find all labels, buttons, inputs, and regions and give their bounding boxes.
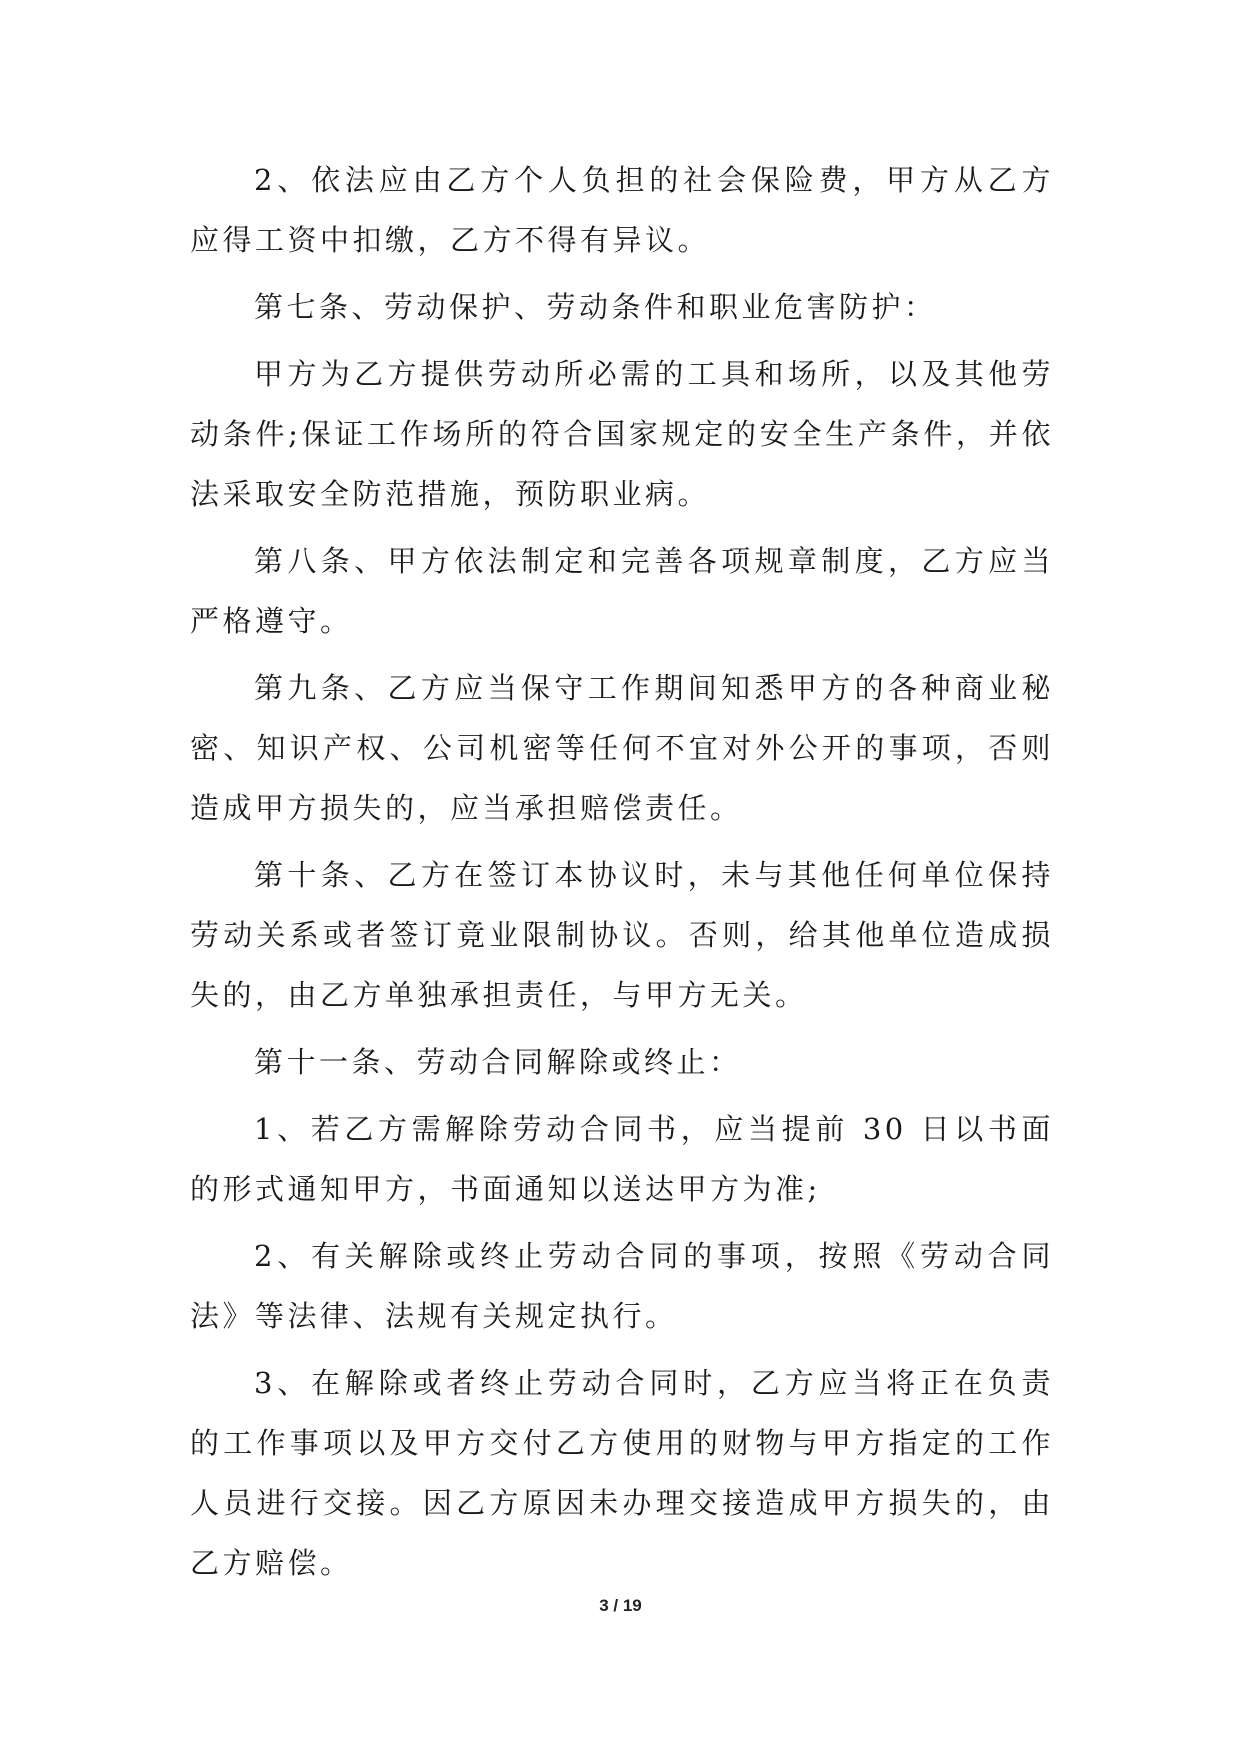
paragraph-article-11-item-3: 3、在解除或者终止劳动合同时，乙方应当将正在负责的工作事项以及甲方交付乙方使用的财物与甲方指定的工作人员进行交接。因乙方原因未办理交接造成甲方损失的，由乙方赔偿。 bbox=[190, 1366, 1054, 1580]
paragraph-article-7-body: 甲方为乙方提供劳动所必需的工具和场所，以及其他劳动条件;保证工作场所的符合国家规定的安全生产条件，并依法采取安全防范措施，预防职业病。 bbox=[190, 357, 1054, 511]
paragraph-article-10: 第十条、乙方在签订本协议时，未与其他任何单位保持劳动关系或者签订竟业限制协议。否则，给其他单位造成损失的，由乙方单独承担责任，与甲方无关。 bbox=[190, 858, 1054, 1012]
page-number: 3 / 19 bbox=[599, 1596, 642, 1615]
paragraph-article-11-item-2: 2、有关解除或终止劳动合同的事项，按照《劳动合同法》等法律、法规有关规定执行。 bbox=[190, 1239, 1054, 1333]
paragraph-article-8: 第八条、甲方依法制定和完善各项规章制度，乙方应当严格遵守。 bbox=[190, 544, 1054, 638]
document-body bbox=[190, 150, 1054, 1600]
paragraph-article-9: 第九条、乙方应当保守工作期间知悉甲方的各种商业秘密、知识产权、公司机密等任何不宜对外公开的事项，否则造成甲方损失的，应当承担赔偿责任。 bbox=[190, 671, 1054, 825]
paragraph-article-7-heading: 第七条、劳动保护、劳动条件和职业危害防护： bbox=[254, 290, 937, 324]
paragraph-article-11-heading: 第十一条、劳动合同解除或终止： bbox=[254, 1045, 742, 1079]
paragraph-article-11-item-1: 1、若乙方需解除劳动合同书，应当提前 30 日以书面的形式通知甲方，书面通知以送达甲方为准; bbox=[190, 1112, 1054, 1206]
paragraph-social-insurance: 2、依法应由乙方个人负担的社会保险费，甲方从乙方应得工资中扣缴，乙方不得有异议。 bbox=[190, 163, 1054, 257]
